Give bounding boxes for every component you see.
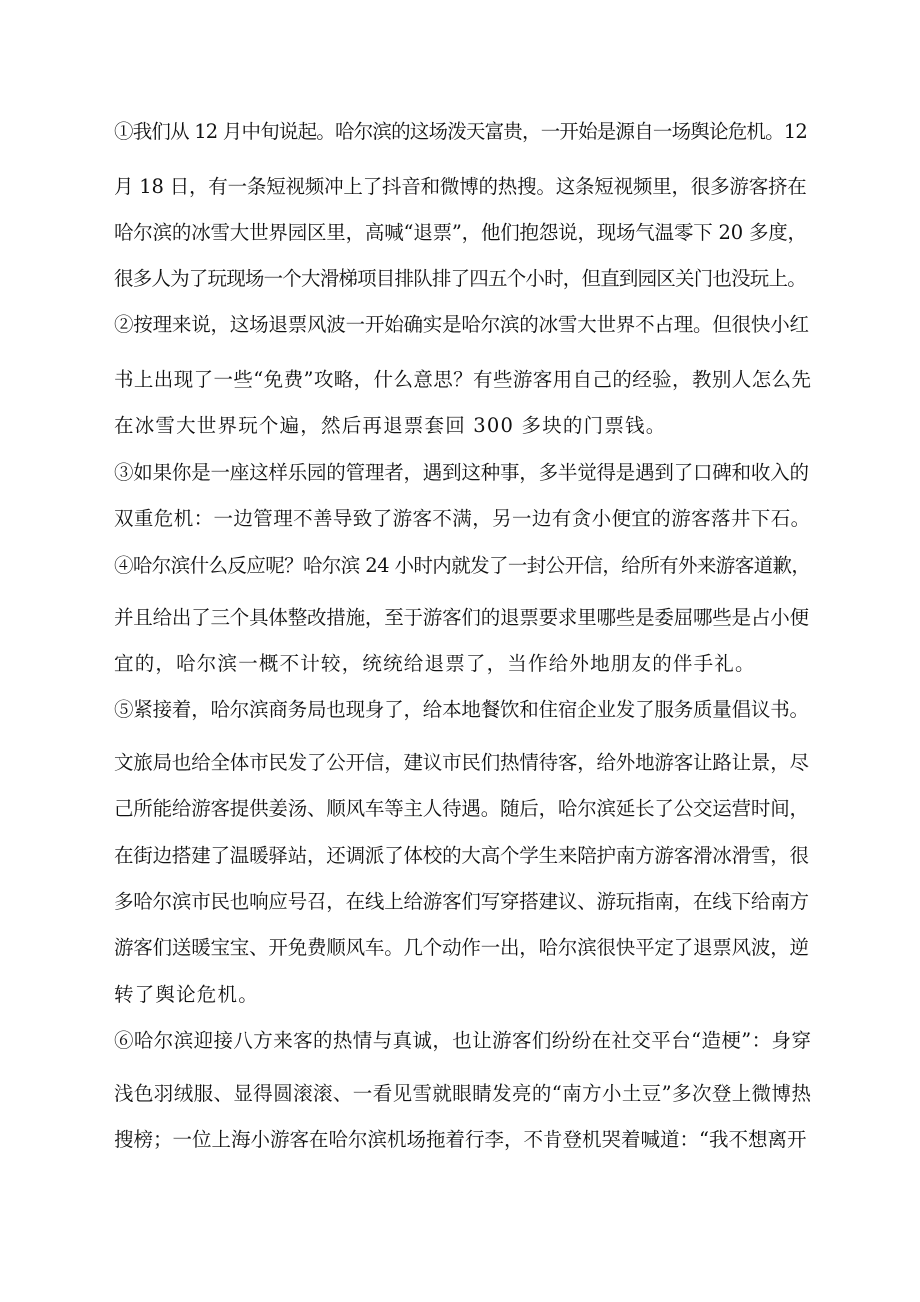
text-line: ④哈尔滨什么反应呢？哈尔滨 24 小时内就发了一封公开信，给所有外来游客道歉， [114,554,811,577]
text-line: 游客们送暖宝宝、开免费顺风车。几个动作一出，哈尔滨很快平定了退票风波，逆 [114,936,809,959]
text-line: ①我们从 12 月中旬说起。哈尔滨的这场泼天富贵，一开始是源自一场舆论危机。12 [114,120,808,143]
text-line: 搜榜；一位上海小游客在哈尔滨机场拖着行李，不肯登机哭着喊道：“我不想离开 [114,1128,807,1151]
text-line: 哈尔滨的冰雪大世界园区里，高喊“退票”，他们抱怨说，现场气温零下 20 多度， [114,221,807,244]
text-line: 并且给出了三个具体整改措施，至于游客们的退票要求里哪些是委屈哪些是占小便 [114,606,809,629]
text-line: 己所能给游客提供姜汤、顺风车等主人待遇。随后，哈尔滨延长了公交运营时间， [114,797,809,820]
text-line: 在冰雪大世界玩个遍，然后再退票套回 300 多块的门票钱。 [114,414,667,437]
text-line: 很多人为了玩现场一个大滑梯项目排队排了四五个小时，但直到园区关门也没玩上。 [114,267,806,290]
text-line: 书上出现了一些“免费”攻略，什么意思？有些游客用自己的经验，教别人怎么先 [114,368,812,391]
text-line: 月 18 日，有一条短视频冲上了抖音和微博的热搜。这条短视频里，很多游客挤在 [114,175,807,198]
text-line: ⑥哈尔滨迎接八方来客的热情与真诚，也让游客们纷纷在社交平台“造梗”：身穿 [114,1029,812,1052]
text-line: ⑤紧接着，哈尔滨商务局也现身了，给本地餐饮和住宿企业发了服务质量倡议书。 [114,698,809,721]
text-line: ②按理来说，这场退票风波一开始确实是哈尔滨的冰雪大世界不占理。但很快小红 [114,313,809,336]
text-line: 宜的，哈尔滨一概不计较，统统给退票了，当作给外地朋友的伴手礼。 [114,652,756,675]
text-line: 在街边搭建了温暖驿站，还调派了体校的大高个学生来陪护南方游客滑冰滑雪，很 [114,844,809,867]
text-line: 文旅局也给全体市民发了公开信，建议市民们热情待客，给外地游客让路让景，尽 [114,751,809,774]
text-line: 转了舆论危机。 [114,983,259,1006]
text-line: 浅色羽绒服、显得圆滚滚、一看见雪就眼睛发亮的“南方小土豆”多次登上微博热 [114,1082,812,1105]
text-line: 双重危机：一边管理不善导致了游客不满，另一边有贪小便宜的游客落井下石。 [114,507,811,530]
text-line: ③如果你是一座这样乐园的管理者，遇到这种事，多半觉得是遇到了口碑和收入的 [114,461,809,484]
text-line: 多哈尔滨市民也响应号召，在线上给游客们写穿搭建议、游玩指南，在线下给南方 [114,890,809,913]
